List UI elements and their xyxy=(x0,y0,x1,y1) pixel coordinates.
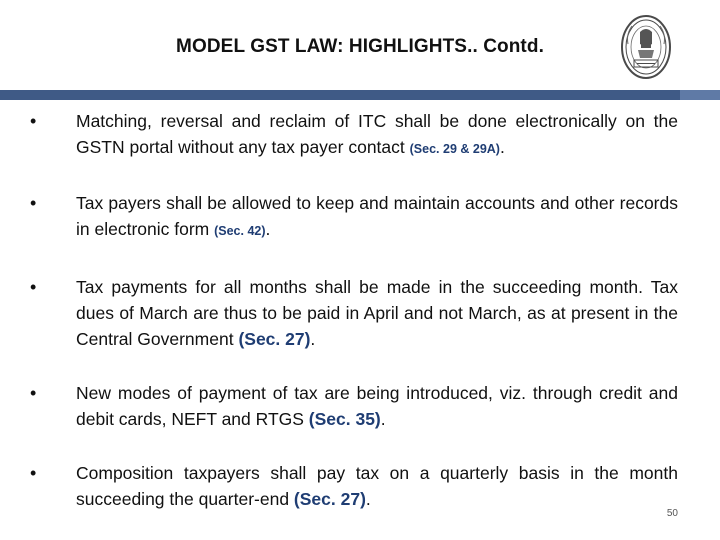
header-band xyxy=(0,90,720,100)
bullet-item xyxy=(28,380,678,432)
bullet-tail: . xyxy=(310,329,316,349)
bullet-item xyxy=(28,190,678,244)
header-band-accent xyxy=(680,90,720,100)
emblem-seal-icon xyxy=(620,14,672,80)
bullet-text: New modes of payment of tax are being introduced, viz. through credit and debit cards, NEFT and RTGS xyxy=(76,383,678,429)
bullet-text: Tax payers shall be allowed to keep and maintain accounts and other records in electronic form xyxy=(76,193,678,239)
bullet-text: Composition taxpayers shall pay tax on a quarterly basis in the month succeeding the quarter-end xyxy=(76,463,678,509)
page-number: 50 xyxy=(666,508,678,519)
slide-title: MODEL GST LAW: HIGHLIGHTS.. Contd. xyxy=(176,36,544,57)
section-reference: (Sec. 35) xyxy=(308,409,381,429)
bullet-tail: . xyxy=(499,137,505,157)
bullet-tail: . xyxy=(380,409,386,429)
bullet-tail: . xyxy=(365,489,371,509)
section-reference: (Sec. 27) xyxy=(293,489,366,509)
section-reference: (Sec. 29 & 29A) xyxy=(409,142,500,156)
bullet-tail: . xyxy=(265,219,271,239)
bullet-text: Tax payments for all months shall be made in the succeeding month. Tax dues of March are thus to be paid in April and not March, as at present in the Central Government xyxy=(76,277,678,349)
section-reference: (Sec. 27) xyxy=(238,329,311,349)
bullet-text: Matching, reversal and reclaim of ITC shall be done electronically on the GSTN portal without any tax payer contact xyxy=(76,111,678,157)
bullet-item xyxy=(28,108,678,162)
bullet-item xyxy=(28,460,678,512)
bullet-item xyxy=(28,274,678,352)
section-reference: (Sec. 42) xyxy=(214,224,266,238)
bullet-list xyxy=(28,108,678,512)
